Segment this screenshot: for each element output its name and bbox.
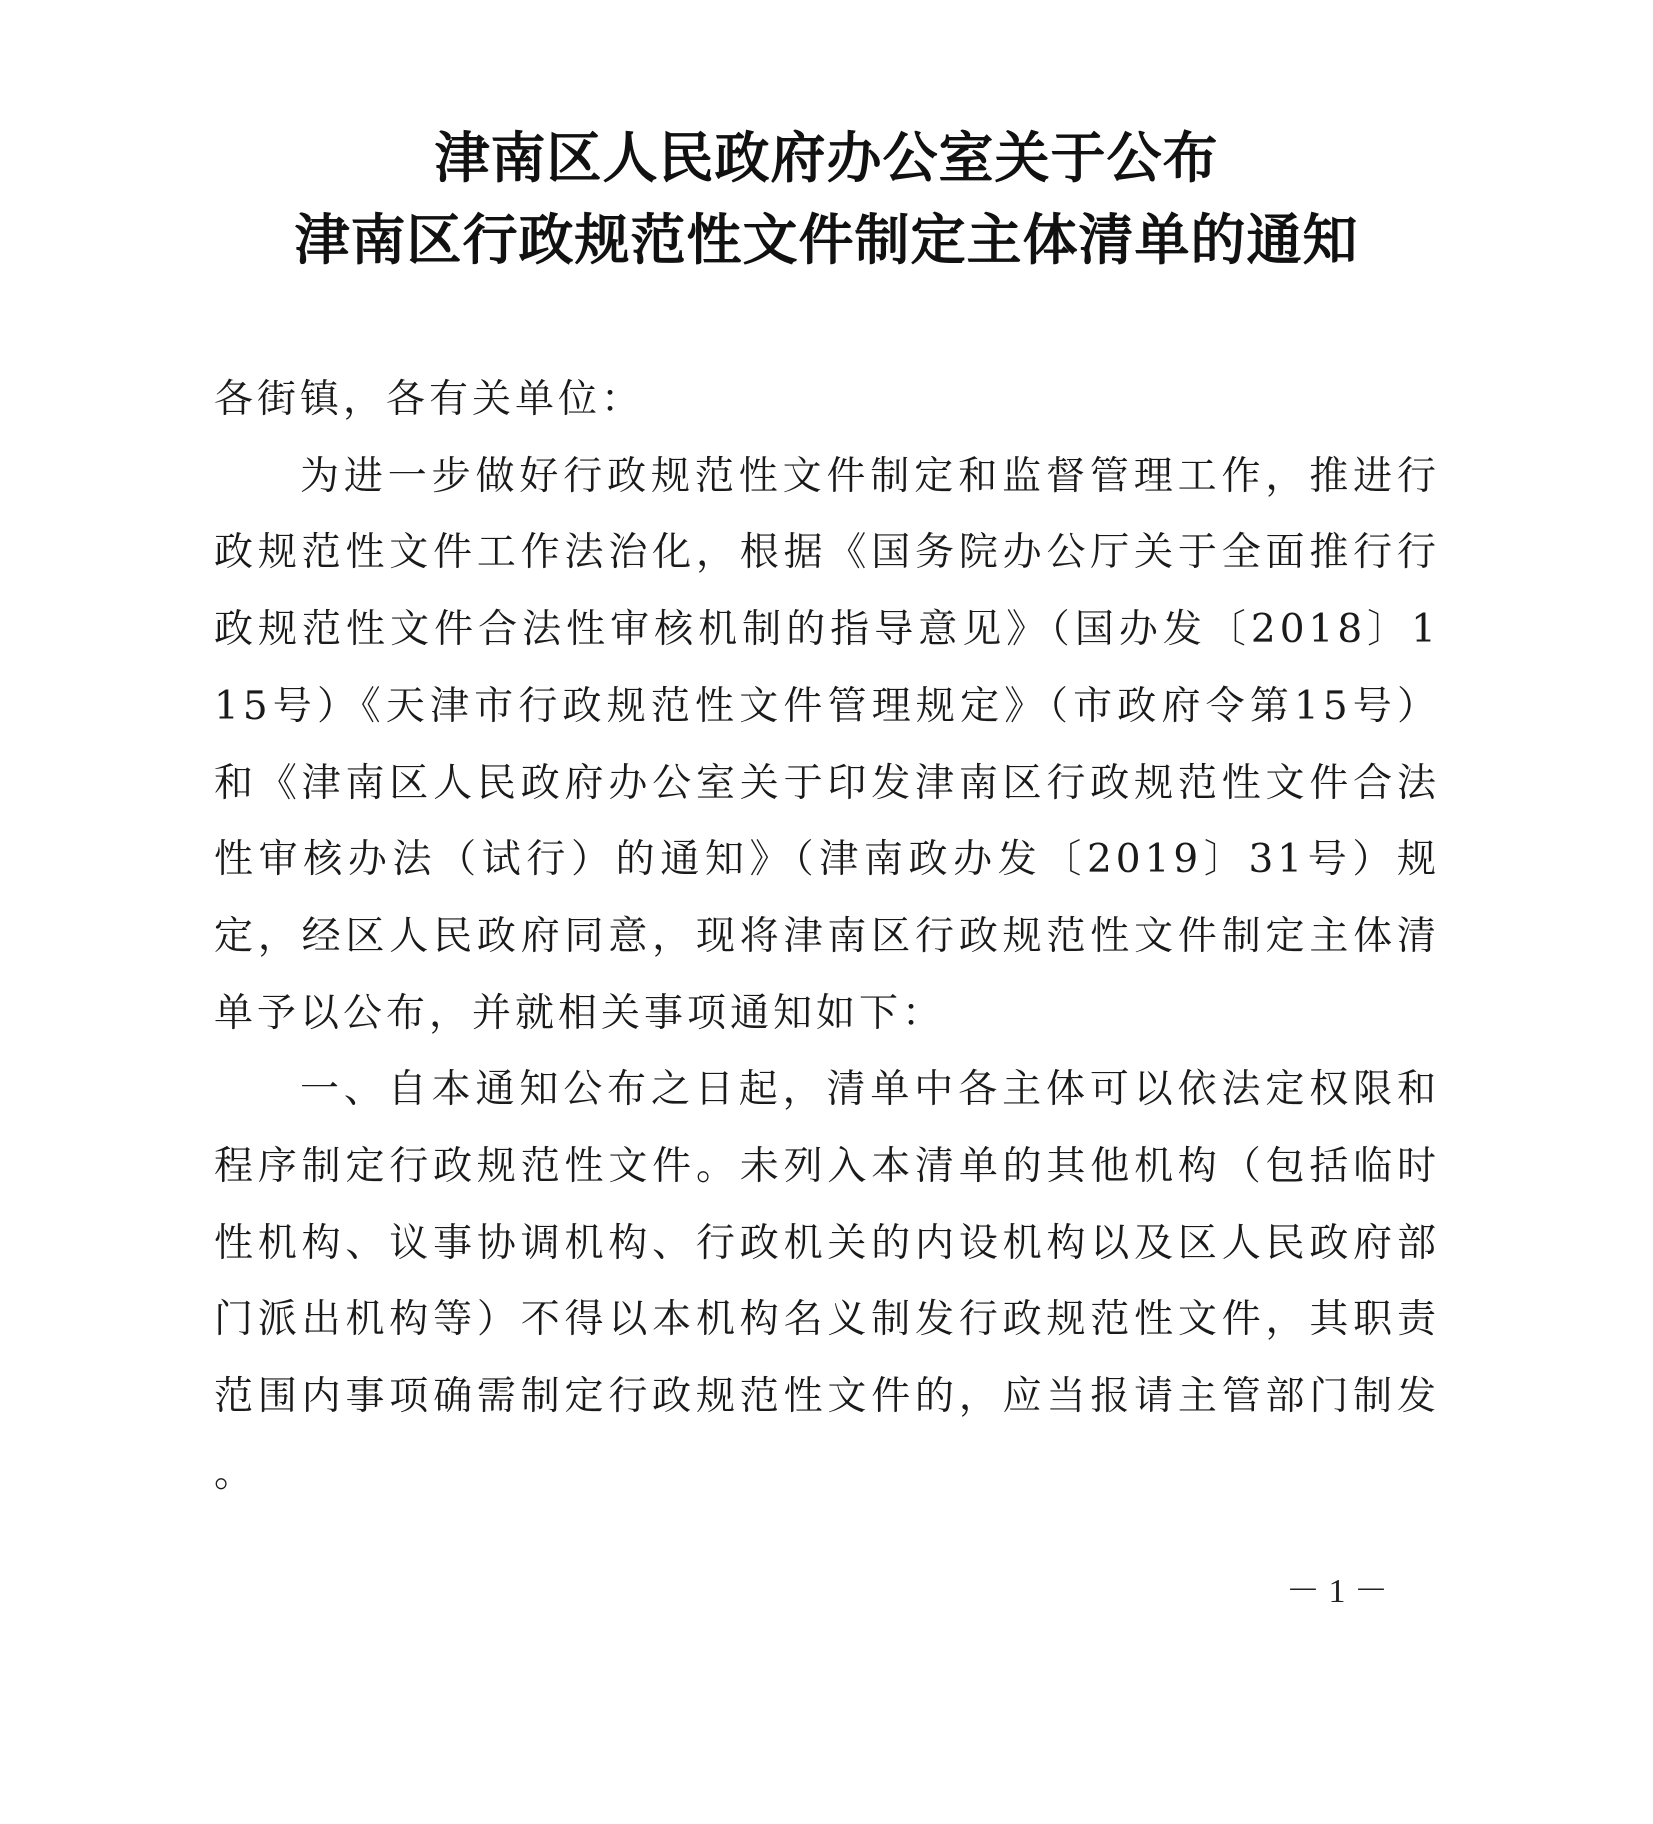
document-title-line-1: 津南区人民政府办公室关于公布 bbox=[434, 125, 1219, 190]
paragraph-intro: 为进一步做好行政规范性文件制定和监督管理工作，推进行政规范性文件工作法治化，根据《国务院办公厅关于全面推行行政规范性文件合法性审核机制的指导意见》（国办发〔2018〕115号）《天津市行政规范性文件管理规定》（市政府令第15号）和《津南区人民政府办公室关于印发津南区行政规范性文件合法性审核办法（试行）的通知》（津南政办发〔2019〕31号）规定，经区人民政府同意，现将津南区行政规范性文件制定主体清单予以公布，并就相关事项通知如下： bbox=[214, 453, 1440, 1036]
document-title-line-2: 津南区行政规范性文件制定主体清单的通知 bbox=[294, 207, 1359, 272]
document-body bbox=[214, 362, 1440, 1513]
paragraph-item-1: 一、自本通知公布之日起，清单中各主体可以依法定权限和程序制定行政规范性文件。未列入本清单的其他机构（包括临时性机构、议事协调机构、行政机关的内设机构以及区人民政府部门派出机构等）不得以本机构名义制发行政规范性文件，其职责范围内事项确需制定行政规范性文件的，应当报请主管部门制发。 bbox=[214, 1067, 1440, 1496]
page-number: － 1 － bbox=[1286, 1573, 1388, 1610]
salutation: 各街镇，各有关单位： bbox=[214, 377, 645, 422]
